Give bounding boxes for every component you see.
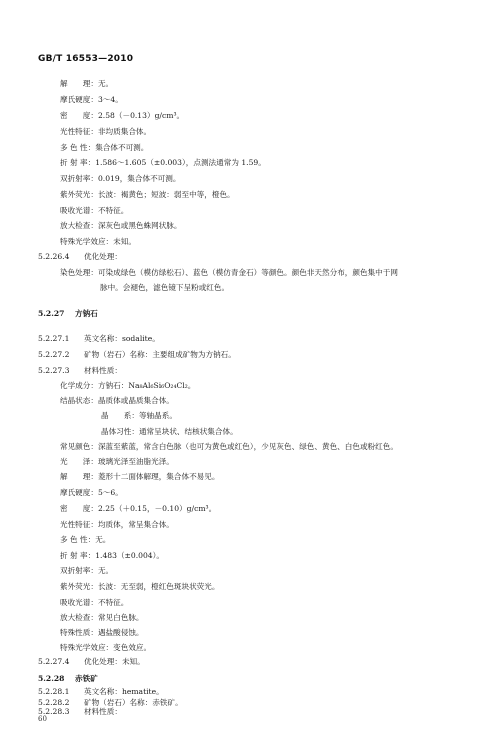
property-line: 摩氏硬度：5～6。: [60, 488, 123, 497]
clause-number: 5.2.28.3: [38, 707, 70, 716]
property-line: 多 色 性：集合体不可测。: [60, 143, 149, 152]
property-line: 光性特征：均质体，常呈集合体。: [60, 520, 174, 529]
clause-text: 矿物（岩石）名称：赤铁矿。: [84, 698, 183, 707]
property-line: 解 理：菱形十二面体解理，集合体不易见。: [60, 472, 220, 481]
property-line: 解 理：无。: [60, 79, 114, 88]
crystal-system-line: 晶 系：等轴晶系。: [101, 411, 177, 420]
property-line: 密 度：2.25（＋0.15，－0.10）g/cm³。: [60, 504, 217, 513]
property-line: 特殊光学效应：未知。: [60, 237, 136, 246]
clause-5-2-26-4: [38, 252, 122, 262]
chemical-composition-line: 化学成分：方钠石：Na₈Al₆Si₆O₂₄Cl₂。: [60, 381, 196, 390]
property-line: 特殊光学效应：变色效应。: [60, 643, 152, 652]
section-number: 5.2.28: [38, 674, 65, 683]
property-line: 折 射 率：1.586～1.605（±0.003），点测法通常为 1.59。: [60, 158, 266, 167]
property-line: 吸收光谱：不特征。: [60, 206, 129, 215]
property-line: 光 泽：玻璃光泽至油脂光泽。: [60, 457, 174, 466]
property-line: 常见颜色：深蓝至紫蓝，常含白色脉（也可为黄色或红色），少见灰色、绿色、黄色、白色或粉红色。: [60, 442, 398, 451]
dye-treatment-line: 染色处理：可染成绿色（模仿绿松石）、蓝色（模仿青金石）等颜色。颜色非天然分布，颜色集中于网: [60, 268, 398, 277]
clause-text: 优化处理：: [84, 252, 122, 261]
property-line: 放大检查：常见白色脉。: [60, 613, 144, 622]
property-line: 光性特征：非均质集合体。: [60, 127, 152, 136]
property-line: 双折射率：0.019，集合体不可测。: [60, 174, 181, 183]
clause-text: 优化处理：未知。: [84, 657, 145, 666]
crystal-state-line: 结晶状态：晶质体或晶质集合体。: [60, 396, 174, 405]
dye-treatment-continuation: 脉中。会褪色，滤色镜下呈粉或红色。: [100, 283, 230, 292]
clause-number: 5.2.28.1: [38, 687, 70, 696]
clause-5-2-27-1: [38, 334, 160, 344]
property-line: 放大检查：深灰色或黑色蛛网状脉。: [60, 221, 182, 230]
section-number: 5.2.27: [38, 309, 65, 318]
clause-number: 5.2.27.3: [38, 366, 70, 375]
clause-number: 5.2.27.2: [38, 350, 70, 359]
clause-5-2-27-4: [38, 657, 145, 667]
property-line: 特殊性质：遇盐酸侵蚀。: [60, 628, 144, 637]
clause-5-2-27-3: [38, 366, 122, 376]
standard-code-header: GB/T 16553—2010: [38, 54, 134, 64]
clause-number: 5.2.27.1: [38, 334, 70, 343]
property-line: 摩氏硬度：3～4。: [60, 95, 123, 104]
crystal-habit-line: 晶体习性：通常呈块状、结核状集合体。: [101, 427, 238, 436]
section-heading-5-2-28: [38, 674, 98, 684]
clause-number: 5.2.28.2: [38, 698, 70, 707]
page-number: 60: [38, 715, 47, 723]
property-line: 折 射 率：1.483（±0.004）。: [60, 551, 165, 560]
clause-number: 5.2.26.4: [38, 252, 70, 261]
section-title: 赤铁矿: [75, 674, 98, 683]
section-title: 方钠石: [75, 309, 98, 318]
clause-number: 5.2.27.4: [38, 657, 70, 666]
clause-text: 矿物（岩石）名称：主要组成矿物为方钠石。: [84, 350, 236, 359]
clause-text: 英文名称：sodalite。: [84, 334, 160, 343]
section-heading-5-2-27: [38, 309, 98, 319]
clause-text: 材料性质：: [84, 707, 122, 716]
property-line: 紫外荧光：长波：无至弱，橙红色斑块状荧光。: [60, 582, 220, 591]
clause-5-2-28-1: [38, 687, 164, 697]
clause-5-2-28-3: [38, 707, 122, 717]
property-line: 吸收光谱：不特征。: [60, 598, 129, 607]
clause-5-2-27-2: [38, 350, 236, 360]
clause-text: 英文名称：hematite。: [84, 687, 164, 696]
property-line: 密 度：2.58（－0.13）g/cm³。: [60, 111, 185, 120]
clause-text: 材料性质：: [84, 366, 122, 375]
property-line: 双折射率：无。: [60, 566, 114, 575]
property-line: 紫外荧光：长波：褐黄色；短波：弱至中等，橙色。: [60, 190, 235, 199]
property-line: 多 色 性：无。: [60, 535, 111, 544]
